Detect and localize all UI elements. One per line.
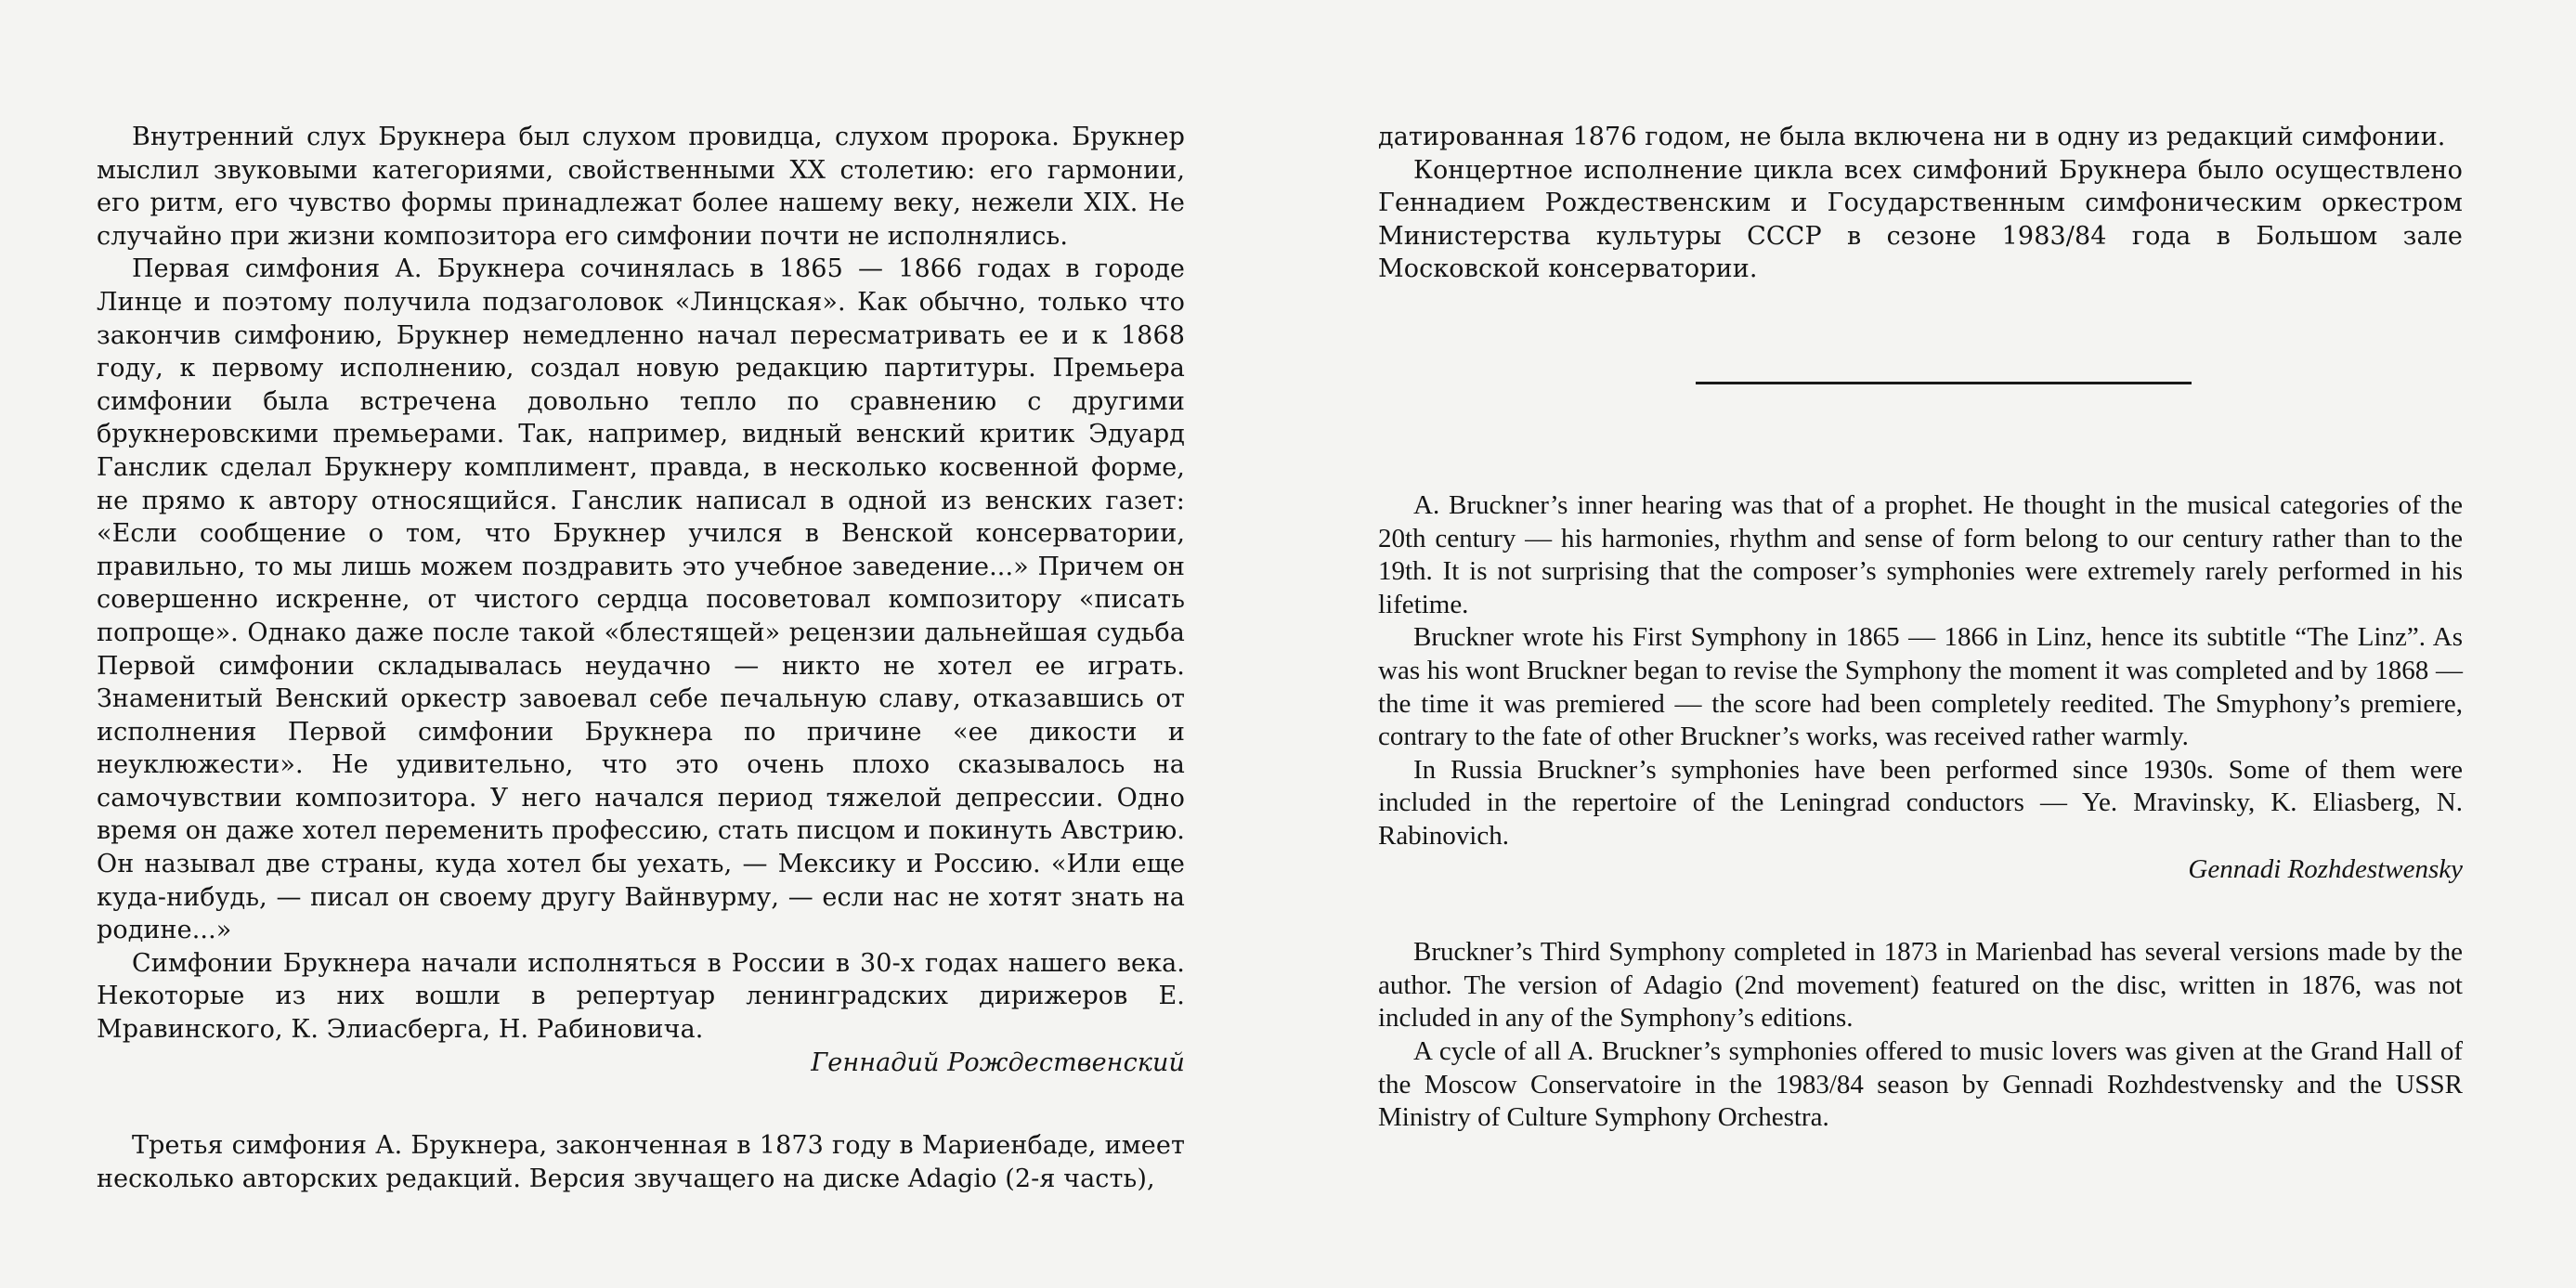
paragraph-english-russia: In Russia Bruckner’s symphonies have been performed since 1930s. Some of them were included in the repertoire of the Leningrad conductors — Ye. Mravinsky, K. Eliasberg, N. Rabinovich.	[1378, 754, 2463, 851]
section-gap-english	[1378, 886, 2463, 936]
signature-russian: Геннадий Рождественский	[811, 1047, 1185, 1077]
signature-english: Gennadi Rozhdestwensky	[2188, 853, 2463, 884]
section-divider	[1696, 382, 2192, 384]
russian-text-column	[97, 121, 1185, 1195]
paragraph-third-symphony-continued: датированная 1876 годом, не была включена ни в одну из редакций симфонии.	[1378, 123, 2446, 151]
paragraph-english-first-symphony: Bruckner wrote his First Symphony in 1865 — 1866 in Linz, hence its subtitle “The Linz”. As was his wont Bruckner began to revise the Symphony the moment it was completed and by 1868 — the time it was premiered — the score had been completely reedited. The Smyphony’s premiere, contrary to the fate of other Bruckner’s works, was received rather warmly.	[1378, 622, 2463, 752]
paragraph-first-symphony: Первая симфония А. Брукнера сочинялась в 1865 — 1866 годах в городе Линце и поэтому получила подзаголовок «Линцская». Как обычно, только что закончив симфонию, Брукнер немедленно начал пересматривать ее и к 1868 году, к первому исполнению, создал новую редакцию партитуры. Премьера симфонии была встречена довольно тепло по сравнению с другими брукнеровскими премьерами. Так, например, видный венский критик Эдуард Ганслик сделал Брукнеру комплимент, правда, в несколько косвенной форме, не прямо к автору относящийся. Ганслик написал в одной из венских газет: «Если сообщение о том, что Брукнер учился в Венской консерватории, правильно, то мы лишь можем поздравить это учебное заведение...» Причем он совершенно искренне, от чистого сердца посоветовал композитору «писать попроще». Однако даже после такой «блестящей» рецензии дальнейшая судьба Первой симфонии складывалась неудачно — никто не хотел ее играть. Знаменитый Венский оркестр завоевал себе печальную славу, отказавшись от исполнения Первой симфонии Брукнера по причине «ее дикости и неуклюжести». Не удивительно, что это очень плохо сказывалось на самочувствии композитора. У него начался период тяжелой депрессии. Одно время он даже хотел переменить профессию, стать писцом и покинуть Австрию. Он называл две страны, куда хотел бы уехать, — Мексику и Россию. «Или еще куда-нибудь, — писал он своему другу Вайнвурму, — если нас не хотят знать на родине...»	[97, 254, 1185, 945]
paragraph-english-inner-hearing: A. Bruckner’s inner hearing was that of a prophet. He thought in the musical categories of the 20th century — his harmonies, rhythm and sense of form belong to our century rather than to the 19th. It is not surprising that the composer’s symphonies were extremely rarely performed in his lifetime.	[1378, 490, 2463, 619]
paragraph-third-symphony: Третья симфония А. Брукнера, законченная в 1873 году в Мариенбаде, имеет несколько авторских редакций. Версия звучащего на диске Adagio (2-я часть),	[97, 1131, 1185, 1193]
paragraph-english-cycle: A cycle of all A. Bruckner’s symphonies offered to music lovers was given at the Grand Hall of the Moscow Conservatoire in the 1983/84 season by Gennadi Rozhdestvensky and the USSR Ministry of Culture Symphony Orchestra.	[1378, 1035, 2463, 1133]
paragraph-concert-cycle: Концертное исполнение цикла всех симфоний Брукнера было осуществлено Геннадием Рождественским и Государственным симфоническим оркестром Министерства культуры СССР в сезоне 1983/84 года в Большом зале Московской консерватории.	[1378, 155, 2463, 284]
russian-continuation-column	[1378, 121, 2463, 286]
paragraph-russia-performances: Симфонии Брукнера начали исполняться в России в 30-х годах нашего века. Некоторые из них вошли в репертуар ленинградских дирижеров Е. Мравинского, К. Элиасберга, Н. Рабиновича.	[97, 948, 1185, 1045]
english-text-block	[1378, 489, 2463, 1135]
section-gap	[97, 1079, 1185, 1129]
paragraph-english-third-symphony: Bruckner’s Third Symphony completed in 1873 in Marienbad has several versions made by the author. The version of Adagio (2nd movement) featured on the disc, written in 1876, was not included in any of the Symphony’s editions.	[1378, 937, 2463, 1034]
paragraph-inner-hearing: Внутренний слух Брукнера был слухом провидца, слухом пророка. Брукнер мыслил звуковыми категориями, свойственными XX столетию: его гармонии, его ритм, его чувство формы принадлежат более нашему веку, нежели XIX. Не случайно при жизни композитора его симфонии почти не исполнялись.	[97, 123, 1185, 251]
